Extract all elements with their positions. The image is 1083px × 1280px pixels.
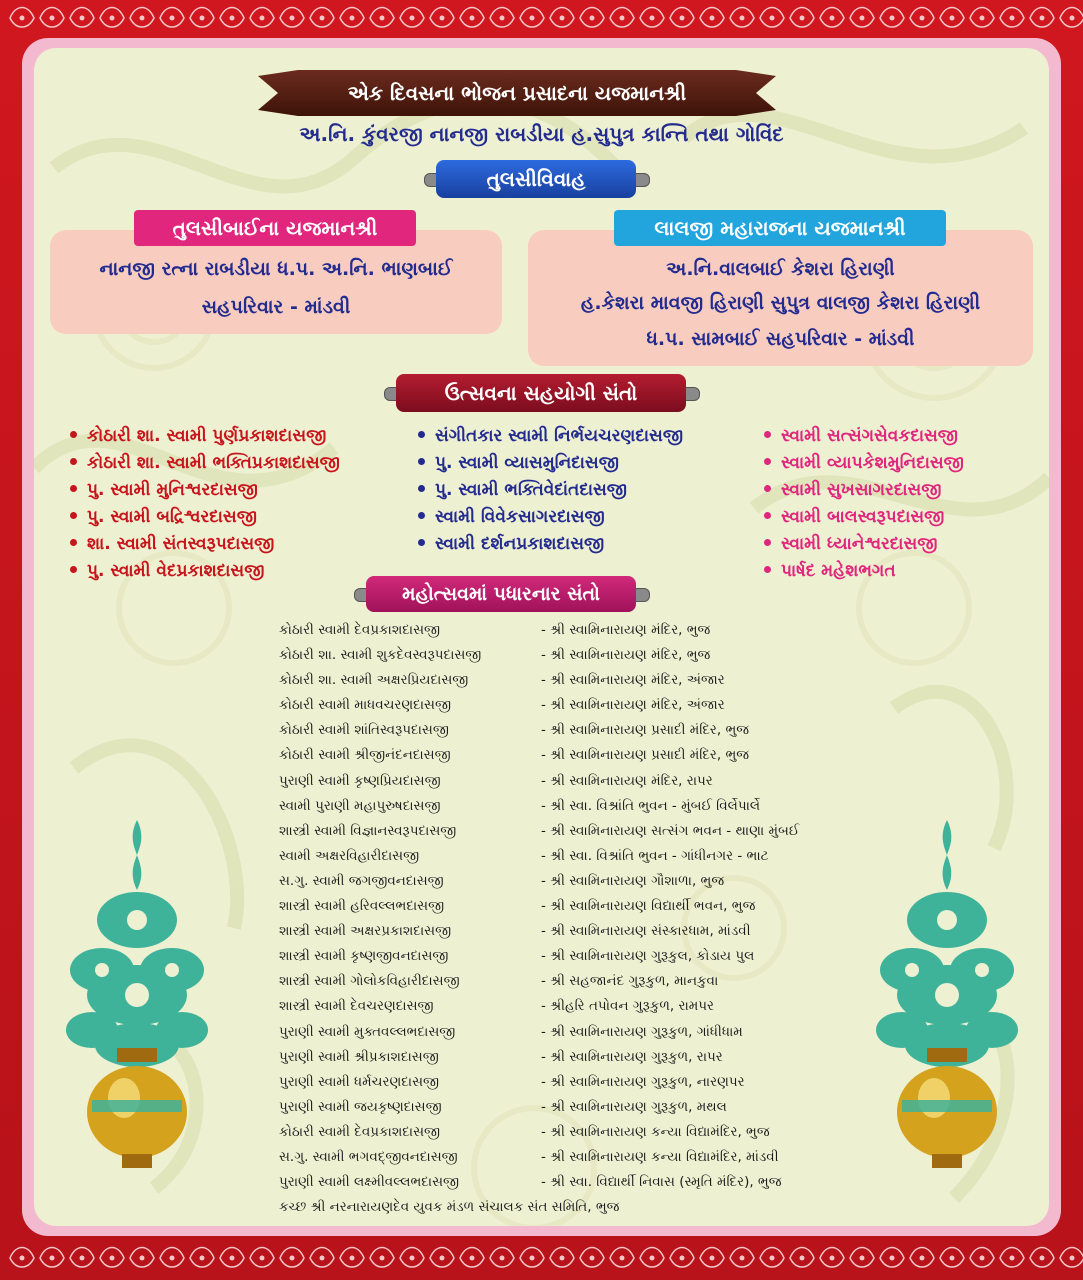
list-item: સ્વામી સત્સંગસેવકદાસજી bbox=[764, 423, 964, 450]
top-border-ornament bbox=[0, 0, 1083, 36]
list-item: પુ. સ્વામી મુનિશ્વરદાસજી bbox=[70, 477, 340, 504]
tulsibai-sponsor-line-1: નાનજી રત્ના રાબડીયા ધ.પ. અ.નિ. ભાણબાઈ bbox=[99, 258, 453, 280]
sahayogi-column-3 bbox=[764, 423, 964, 585]
table-row: પુરાણી સ્વામી મુક્તવલ્લભદાસજી - શ્રી સ્વામિનારાયણ ગુરૂકુળ, ગાંધીધામ bbox=[279, 1023, 743, 1040]
table-row: શાસ્ત્રી સ્વામી હરિવલ્લભદાસજી - શ્રી સ્વામિનારાયણ વિદ્યાર્થી ભવન, ભુજ bbox=[279, 898, 756, 915]
lalji-sponsor-line-2: હ.કેશરા માવજી હિરાણી સુપુત્ર વાલજી કેશરા હિરાણી bbox=[580, 292, 981, 314]
list-item: પુ. સ્વામી બદ્રિશ્વરદાસજી bbox=[70, 504, 340, 531]
bottom-border-ornament bbox=[0, 1236, 1083, 1280]
table-row: કોઠારી શા. સ્વામી અક્ષરપ્રિયદાસજી - શ્રી સ્વામિનારાયણ મંદિર, અંજાર bbox=[279, 672, 725, 689]
list-item: સ્વામી વ્યાપકેશમુનિદાસજી bbox=[764, 450, 964, 477]
list-footer: કચ્છ શ્રી નરનારાયણદેવ યુવક મંડળ સંચાલક સંત સમિતિ, ભુજ bbox=[279, 1199, 620, 1216]
table-row: શાસ્ત્રી સ્વામી વિજ્ઞાનસ્વરૂપદાસજી - શ્રી સ્વામિનારાયણ સત્સંગ ભવન - થાણા મુંબઈ bbox=[279, 822, 800, 839]
page-title: એક દિવસના ભોજન પ્રસાદના યજમાનશ્રી bbox=[347, 81, 687, 105]
table-row: કોઠારી શા. સ્વામી શુકદેવસ્વરૂપદાસજી - શ્રી સ્વામિનારાયણ મંદિર, ભુજ bbox=[279, 647, 711, 664]
sahayogi-column-2 bbox=[418, 423, 683, 558]
saint-list bbox=[279, 618, 839, 1220]
list-item: સ્વામી વિવેકસાગરદાસજી bbox=[418, 504, 683, 531]
list-item: સ્વામી બાલસ્વરૂપદાસજી bbox=[764, 504, 964, 531]
padharnar-santo-heading: મહોત્સવમાં પધારનાર સંતો bbox=[366, 576, 636, 612]
sahayogi-column-1 bbox=[70, 423, 340, 585]
table-row: કોઠારી સ્વામી શાંતિસ્વરૂપદાસજી - શ્રી સ્વામિનારાયણ પ્રસાદી મંદિર, ભુજ bbox=[279, 722, 750, 739]
table-row: પુરાણી સ્વામી ધર્મચરણદાસજી - શ્રી સ્વામિનારાયણ ગુરૂકુળ, નારણપર bbox=[279, 1073, 745, 1090]
table-row: સ.ગુ. સ્વામી જગજીવનદાસજી - શ્રી સ્વામિનારાયણ ગૌશાળા, ભુજ bbox=[279, 872, 725, 889]
table-row: કોઠારી સ્વામી દેવપ્રકાશદાસજી - શ્રી સ્વામિનારાયણ મંદિર, ભુજ bbox=[279, 622, 711, 638]
lalji-sponsor-heading: લાલજી મહારાજના યજમાનશ્રી bbox=[614, 210, 946, 246]
table-row: શાસ્ત્રી સ્વામી અક્ષરપ્રકાશદાસજી - શ્રી સ્વામિનારાયણ સંસ્કારધામ, માંડવી bbox=[279, 923, 751, 940]
table-row: કોઠારી સ્વામી શ્રીજીનંદનદાસજી - શ્રી સ્વામિનારાયણ પ્રસાદી મંદિર, ભુજ bbox=[279, 747, 750, 764]
list-item: પુ. સ્વામી ભક્તિવેદાંતદાસજી bbox=[418, 477, 683, 504]
tulsi-vivah-label: તુલસીવિવાહ bbox=[436, 160, 636, 198]
kalash-ornament-left bbox=[62, 820, 212, 1170]
table-row: કોઠારી સ્વામી માધવચરણદાસજી - શ્રી સ્વામિનારાયણ મંદિર, અંજાર bbox=[279, 697, 725, 714]
list-item: સ્વામી સુખસાગરદાસજી bbox=[764, 477, 964, 504]
lalji-sponsor-line-3: ધ.પ. સામબાઈ સહપરિવાર - માંડવી bbox=[646, 328, 915, 350]
meal-sponsor-line: અ.નિ. કુંવરજી નાનજી રાબડીયા હ.સુપુત્ર કાન્તિ તથા ગોવિંદ bbox=[299, 122, 784, 146]
list-item: પુ. સ્વામી વેદપ્રકાશદાસજી bbox=[70, 558, 340, 585]
list-item: કોઠારી શા. સ્વામી ભક્તિપ્રકાશદાસજી bbox=[70, 450, 340, 477]
table-row: સ્વામી પુરાણી મહાપુરુષદાસજી - શ્રી સ્વા. વિશ્રાંતિ ભુવન - મુંબઈ વિર્લેપાર્લે bbox=[279, 797, 761, 814]
list-item: શા. સ્વામી સંતસ્વરૂપદાસજી bbox=[70, 531, 340, 558]
list-item: પાર્ષદ મહેશભગત bbox=[764, 558, 964, 585]
lalji-sponsor-line-1: અ.નિ.વાલબાઈ કેશરા હિરાણી bbox=[666, 258, 895, 280]
kalash-ornament-right bbox=[872, 820, 1022, 1170]
table-row: શાસ્ત્રી સ્વામી ગોલોકવિહારીદાસજી - શ્રી સહજાનંદ ગુરૂકુળ, માનકુવા bbox=[279, 973, 719, 990]
table-row: સ.ગુ. સ્વામી ભગવદ્જીવનદાસજી - શ્રી સ્વામિનારાયણ કન્યા વિદ્યામંદિર, માંડવી bbox=[279, 1148, 779, 1165]
list-item: સ્વામી ધ્યાનેશ્વરદાસજી bbox=[764, 531, 964, 558]
list-item: કોઠારી શા. સ્વામી પુર્ણપ્રકાશદાસજી bbox=[70, 423, 340, 450]
table-row: પુરાણી સ્વામી જયકૃષ્ણદાસજી - શ્રી સ્વામિનારાયણ ગુરૂકુળ, મથલ bbox=[279, 1098, 727, 1115]
list-item: સ્વામી દર્શનપ્રકાશદાસજી bbox=[418, 531, 683, 558]
table-row: કોઠારી સ્વામી દેવપ્રકાશદાસજી - શ્રી સ્વામિનારાયણ કન્યા વિદ્યામંદિર, ભુજ bbox=[279, 1123, 770, 1140]
tulsibai-sponsor-line-2: સહપરિવાર - માંડવી bbox=[201, 296, 351, 318]
table-row: સ્વામી અક્ષરવિહારીદાસજી - શ્રી સ્વા. વિશ્રાંતિ ભુવન - ગાંધીનગર - ભાટ bbox=[279, 847, 769, 864]
list-item: પુ. સ્વામી વ્યાસમુનિદાસજી bbox=[418, 450, 683, 477]
table-row: શાસ્ત્રી સ્વામી કૃષ્ણજીવનદાસજી - શ્રી સ્વામિનારાયણ ગુરૂકુલ, કોડાય પુલ bbox=[279, 948, 755, 965]
table-row: પુરાણી સ્વામી લક્ષ્મીવલ્લભદાસજી - શ્રી સ્વા. વિદ્યાર્થી નિવાસ (સ્મૃતિ મંદિર), ભુજ bbox=[279, 1174, 782, 1191]
tulsibai-sponsor-heading: તુલસીબાઈના યજમાનશ્રી bbox=[134, 210, 416, 246]
table-row: પુરાણી સ્વામી કૃષ્ણપ્રિયદાસજી - શ્રી સ્વામિનારાયણ મંદિર, રાપર bbox=[279, 772, 713, 789]
list-item: સંગીતકાર સ્વામી નિર્ભયચરણદાસજી bbox=[418, 423, 683, 450]
table-row: શાસ્ત્રી સ્વામી દેવચરણદાસજી - શ્રીહરિ તપોવન ગુરૂકુળ, રામપર bbox=[279, 998, 715, 1015]
table-row: પુરાણી સ્વામી શ્રીપ્રકાશદાસજી - શ્રી સ્વામિનારાયણ ગુરૂકુળ, રાપર bbox=[279, 1048, 723, 1065]
sahayogi-santo-heading: ઉત્સવના સહયોગી સંતો bbox=[396, 374, 686, 412]
